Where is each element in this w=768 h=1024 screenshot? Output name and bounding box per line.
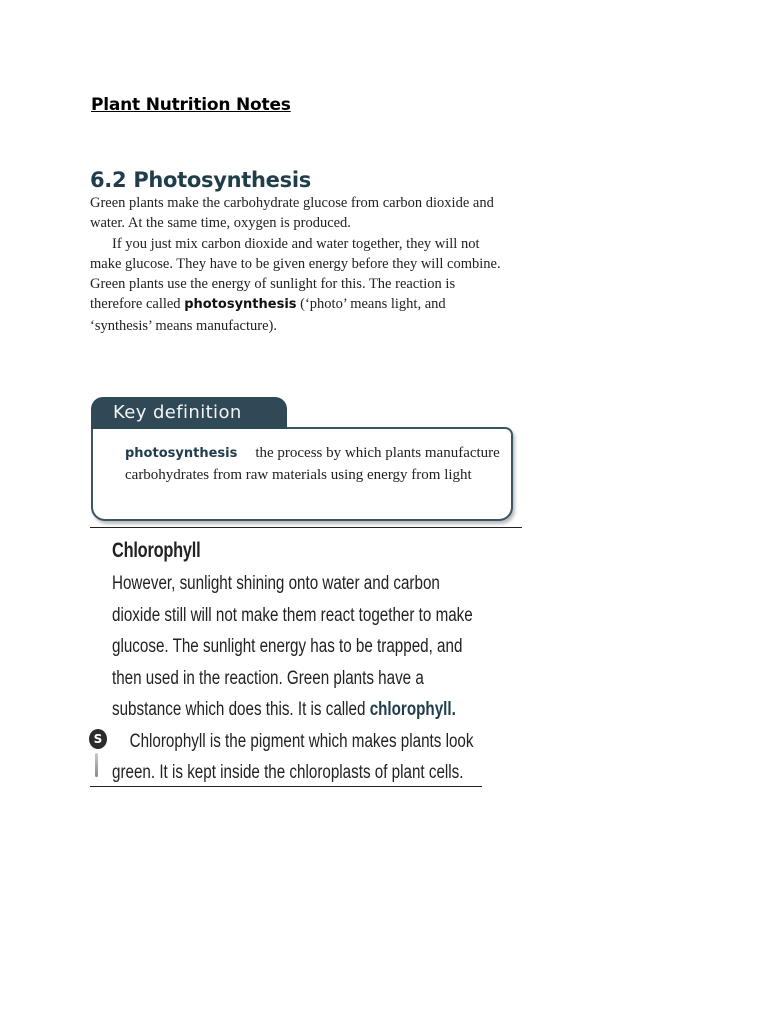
keyword-photosynthesis: photosynthesis (184, 297, 297, 313)
key-definition-term: photosynthesis (125, 446, 238, 461)
divider-line (90, 527, 522, 528)
divider-line-bottom (90, 786, 482, 787)
key-definition-text (125, 443, 505, 485)
key-definition-label: Key definition (113, 402, 242, 423)
paragraph-2 (90, 234, 505, 336)
section-heading (90, 168, 311, 192)
key-definition-box (91, 427, 513, 521)
chlorophyll-paragraph-1 (112, 568, 488, 726)
key-definition-tab (91, 397, 287, 429)
chlorophyll-heading: Chlorophyll (112, 539, 201, 562)
paragraph-2-end: (‘photo’ means light, and ‘synthesis’ means manufacture). (90, 296, 446, 334)
section-title: Photosynthesis (133, 168, 311, 192)
chlorophyll-body (112, 568, 488, 789)
photosynthesis-section (90, 165, 525, 530)
paragraph-2-start: If you just mix carbon dioxide and water together, they will not make glucose. They have to be given energy before they will combine. Green plants use the energy of sunlight for this. The reaction is therefore called (90, 235, 501, 313)
chlorophyll-paragraph-1-start: However, sunlight shining onto water and carbon dioxide still will not make them react together to make glucose. The sunlight energy has to be trapped, and then used in the reaction. Green plants have a substance which does this. It is called (112, 573, 473, 720)
chlorophyll-section (90, 535, 490, 785)
chlorophyll-paragraph-2: Chlorophyll is the pigment which makes plants look green. It is kept inside the chloroplasts of plant cells. (112, 730, 474, 783)
keyword-chlorophyll: chlorophyll. (369, 699, 456, 720)
section-number: 6.2 (90, 168, 127, 192)
supplement-marker-icon: S (89, 729, 107, 749)
document-title: Plant Nutrition Notes (91, 95, 291, 115)
key-definition-body: the process by which plants manufacture carbohydrates from raw materials using energy from light (125, 445, 500, 483)
paragraph-1: Green plants make the carbohydrate glucose from carbon dioxide and water. At the same time, oxygen is produced. (90, 195, 494, 232)
section-body (90, 193, 505, 336)
supplement-marker-bar (95, 753, 98, 777)
